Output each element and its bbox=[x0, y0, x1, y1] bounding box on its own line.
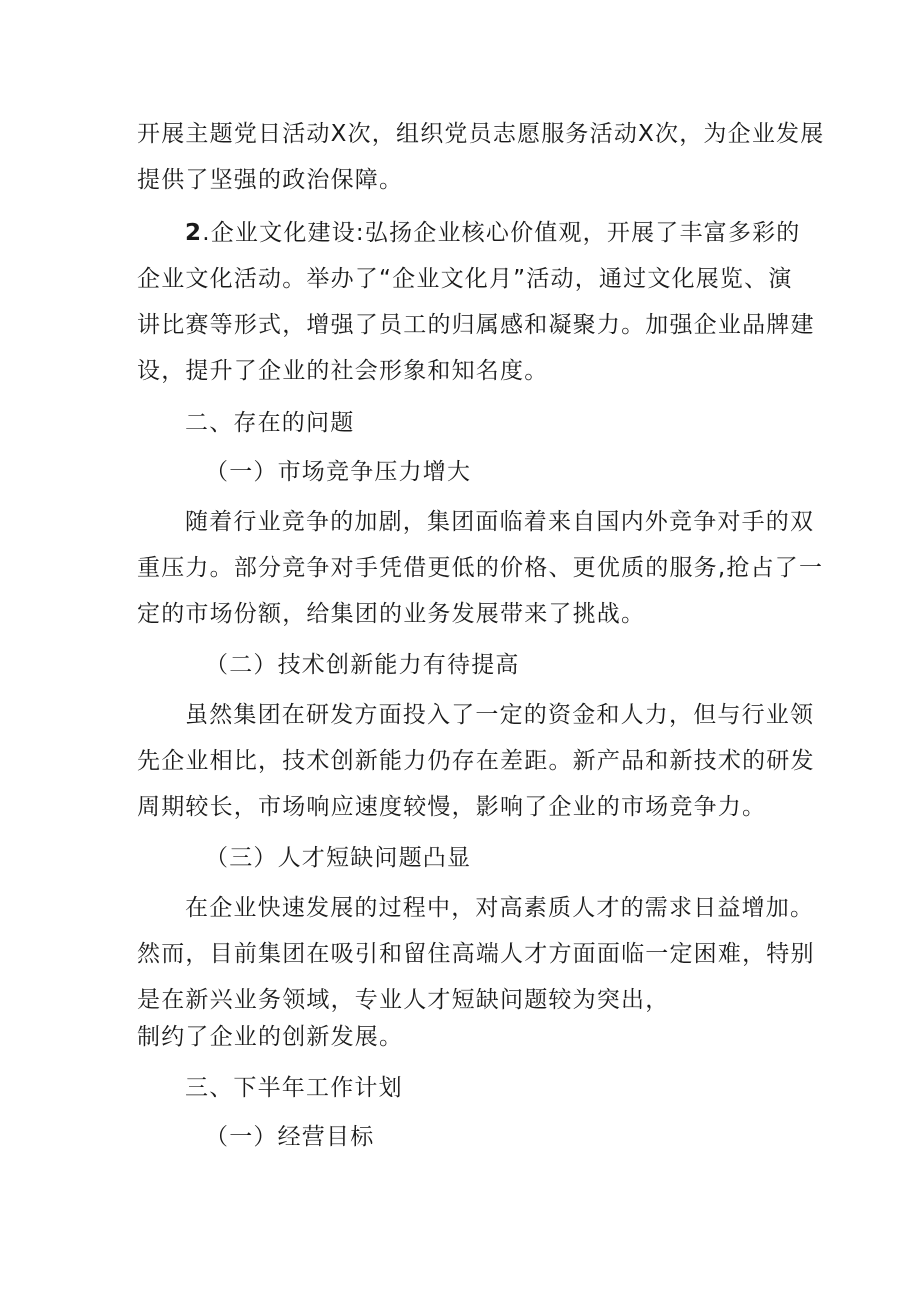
paragraph-line: 企 业 文 化 活 动 。 举 办 了 “ 企 业 文 化 月 ” 活 动 ， 通 过 文 化 展 览 、 演 bbox=[137, 266, 793, 292]
item-2-line bbox=[185, 213, 801, 253]
section-heading: 三、下半年工作计划 bbox=[185, 1075, 403, 1101]
paragraph-line: 先 企 业 相 比 ， 技 术 创 新 能 力 仍 存 在 差 距 。 新 产 品 和 新 技 术 的 研 发 bbox=[137, 748, 815, 774]
paragraph-line: 设，提升了企业的社会形象和知名度。 bbox=[137, 358, 549, 384]
paragraph-line: 周期较长，市场响应速度较慢，影响了企业的市场竞争力。 bbox=[137, 794, 767, 820]
paragraph-line: 开 展 主 题 党 日 活 动 X 次 ， 组 织 党 员 志 愿 服 务 活 动 X 次 ， 为 企 业 发 展 bbox=[137, 121, 825, 147]
paragraph-line: 是在新兴业务领域，专业人才短缺问题较为突出， bbox=[137, 987, 670, 1013]
paragraph-line: 虽然集团在研发方面投入了一定的资金和人力，但与行业领 bbox=[185, 702, 815, 728]
paragraph-line: 讲 比 赛 等 形 式 ， 增 强 了 员 工 的 归 属 感 和 凝 聚 力 。 加 强 企 业 品 牌 建 bbox=[137, 312, 815, 338]
paragraph-line: 重 压 力 。 部 分 竞 争 对 手 凭 借 更 低 的 价 格 、 更 优 质 的 服 务 , 抢 占 了 一 bbox=[137, 555, 824, 581]
subsection-heading: （二）技术创新能力有待提高 bbox=[205, 652, 520, 678]
item-number: 2 bbox=[185, 220, 203, 246]
item-2-first-line: .企业文化建设:弘扬企业核心价值观，开展了丰富多彩的 bbox=[202, 220, 801, 246]
subsection-heading: （三）人才短缺问题凸显 bbox=[205, 845, 472, 871]
paragraph-line: 随着行业竞争的加剧，集团面临着来自国内外竞争对手的双 bbox=[185, 509, 815, 535]
subsection-heading: （一）市场竞争压力增大 bbox=[205, 459, 472, 485]
paragraph-line: 提供了坚强的政治保障。 bbox=[137, 167, 404, 193]
paragraph-line: 然 而 ， 目 前 集 团 在 吸 引 和 留 住 高 端 人 才 方 面 面 临 一 定 困 难 ， 特 别 bbox=[137, 941, 815, 967]
paragraph-line: 定的市场份额，给集团的业务发展带来了挑战。 bbox=[137, 601, 646, 627]
section-heading: 二、存在的问题 bbox=[185, 410, 355, 436]
subsection-heading: （一）经营目标 bbox=[205, 1124, 375, 1150]
paragraph-line: 制约了企业的创新发展。 bbox=[137, 1024, 404, 1050]
paragraph-line: 在企业快速发展的过程中，对高素质人才的需求日益增加。 bbox=[185, 895, 815, 921]
